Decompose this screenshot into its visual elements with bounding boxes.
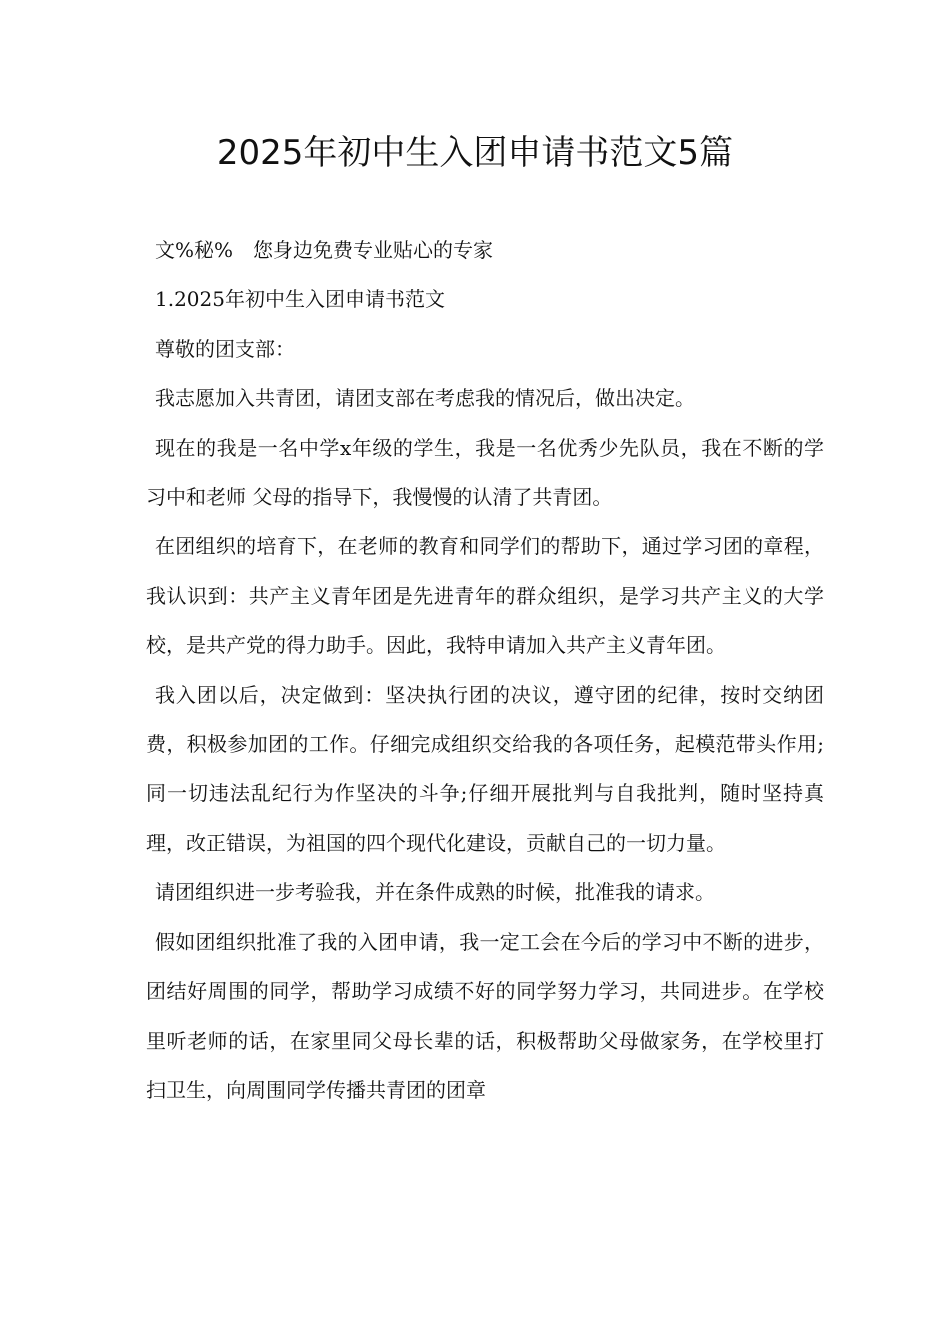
- paragraph-salutation: 尊敬的团支部：: [155, 336, 295, 361]
- paragraph-understanding: 在团组织的培育下，在老师的教育和同学们的帮助下，通过学习团的章程，我认识到：共产主义青年团是先进青年的群众组织，是学习共产主义的大学校，是共产党的得力助手。因此，我特申请加入共产主义青年团。: [146, 534, 824, 658]
- paragraph-commitment: 我入团以后，决定做到：坚决执行团的决议，遵守团的纪律，按时交纳团费，积极参加团的工作。仔细完成组织交给我的各项任务，起模范带头作用;同一切违法乱纪行为作坚决的斗争;仔细开展批判与自我批判，随时坚持真理，改正错误，为祖国的四个现代化建设，贡献自己的一切力量。: [146, 682, 824, 855]
- paragraph-self-intro: 现在的我是一名中学x年级的学生，我是一名优秀少先队员，我在不断的学习中和老师 父母的指导下，我慢慢的认清了共青团。: [146, 435, 824, 510]
- paragraph-plan: 假如团组织批准了我的入团申请，我一定工会在今后的学习中不断的进步，团结好周围的同学，帮助学习成绩不好的同学努力学习，共同进步。在学校里听老师的话，在家里同父母长辈的话，积极帮助父母做家务，在学校里打扫卫生，向周围同学传播共青团的团章: [146, 929, 824, 1102]
- paragraph-source-note: 文%秘% 您身边免费专业贴心的专家: [155, 238, 494, 262]
- document-body: [146, 226, 824, 1115]
- paragraph-intent: 我志愿加入共青团，请团支部在考虑我的情况后，做出决定。: [155, 386, 695, 411]
- paragraph-section-heading: 1.2025年初中生入团申请书范文: [155, 287, 445, 312]
- page-title: 2025年初中生入团申请书范文5篇: [216, 133, 734, 173]
- paragraph-request: 请团组织进一步考验我，并在条件成熟的时候，批准我的请求。: [155, 880, 715, 905]
